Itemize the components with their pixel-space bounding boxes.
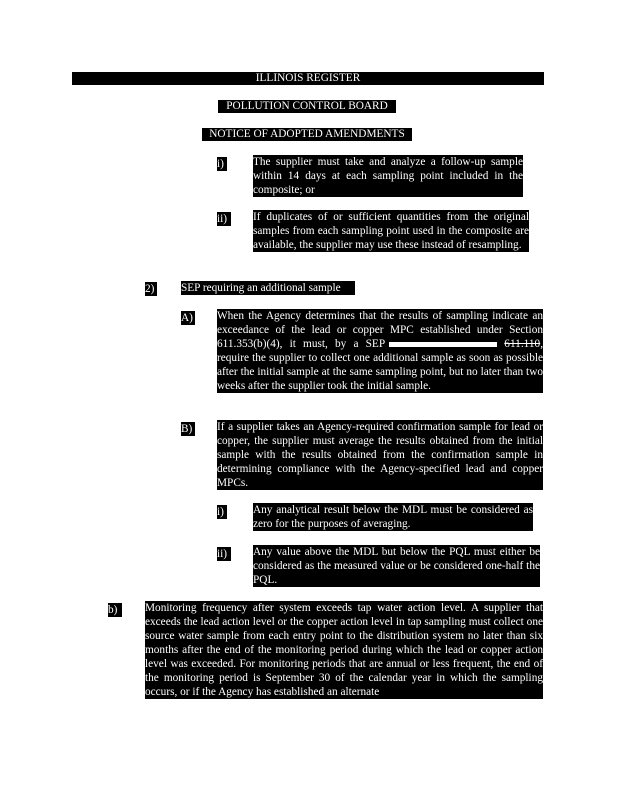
redaction-mark xyxy=(389,342,497,347)
item-A-text-part2: , require the supplier to collect one additional sample as soon as possible after the initial sample at the same sampling point, but no later than two weeks after the supplier took the initial sample. xyxy=(217,338,544,392)
item-B-i-label: i) xyxy=(217,505,227,519)
item-A-text xyxy=(217,309,543,393)
item-A-text-part1: When the Agency determines that the results of sampling indicate an exceedance of the lead or copper MPC established under Section 611.353(b)(4), it must, by a SEP xyxy=(217,310,543,350)
register-title: ILLINOIS REGISTER xyxy=(72,72,544,85)
item-i-label: i) xyxy=(217,157,227,171)
item-B-i-text: Any analytical result below the MDL must be considered as zero for the purposes of averaging. xyxy=(253,504,533,530)
item-B-label: B) xyxy=(181,422,195,436)
item-i-text: The supplier must take and analyze a follow-up sample within 14 days at each sampling point included in the composite; or xyxy=(253,156,523,196)
item-A-label: A) xyxy=(181,311,195,325)
section-2-label: 2) xyxy=(145,282,157,296)
item-ii-text: If duplicates of or sufficient quantities from the original samples from each sampling point used in the composite are available, the supplier may use these instead of resampling. xyxy=(253,211,529,251)
item-A-struck-ref: 611.110 xyxy=(504,338,541,350)
board-title: POLLUTION CONTROL BOARD xyxy=(218,100,396,113)
section-2-heading: SEP requiring an additional sample xyxy=(181,281,355,295)
item-B-text: If a supplier takes an Agency-required confirmation sample for lead or copper, the supplier must average the results obtained from the initial sample with the results obtained from the confirmation sample in determining compliance with the Agency-specified lead and copper MPCs. xyxy=(217,421,543,489)
item-B-ii-label: ii) xyxy=(217,547,231,561)
item-ii-label: ii) xyxy=(217,212,231,226)
section-b-label: b) xyxy=(108,603,122,617)
notice-title: NOTICE OF ADOPTED AMENDMENTS xyxy=(202,128,412,141)
section-b-text: Monitoring frequency after system exceeds tap water action level. A supplier that exceeds the lead action level or the copper action level in tap sampling must collect one source water sample from each entry point to the distribution system no later than six months after the end of the monitoring period during which the lead or copper action level was exceeded. For monitoring periods that are annual or less frequent, the end of the monitoring period is September 30 of the calendar year in which the sampling occurs, or if the Agency has established an alternate xyxy=(145,602,543,698)
item-B-ii-text: Any value above the MDL but below the PQL must either be considered as the measured value or be considered one-half the PQL. xyxy=(253,546,540,586)
